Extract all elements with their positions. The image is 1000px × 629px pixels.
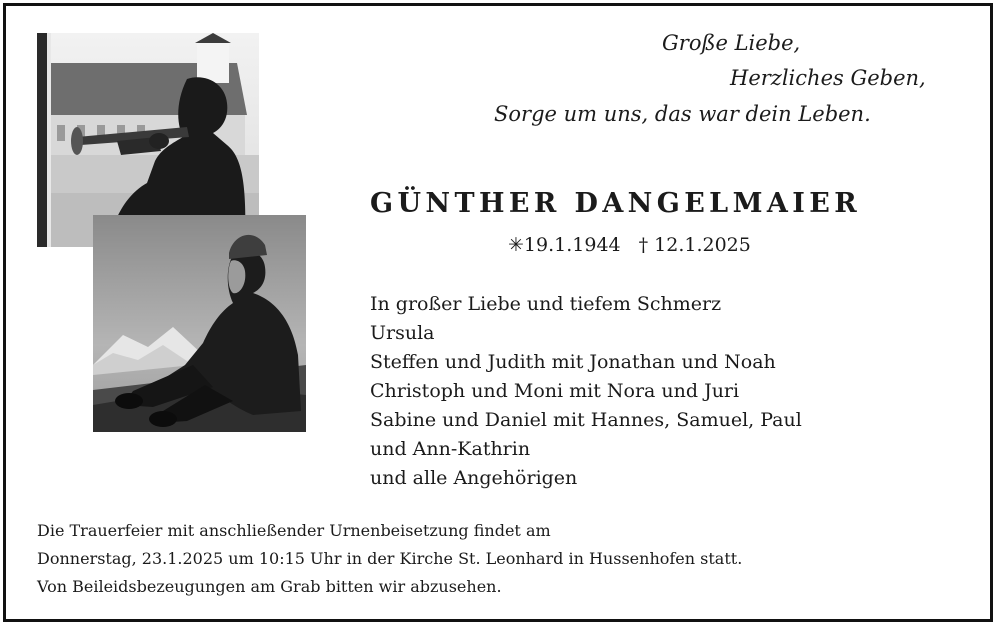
family-line: In großer Liebe und tiefem Schmerz — [370, 293, 722, 315]
service-line: Die Trauerfeier mit anschließender Urnenbeisetzung findet am — [37, 521, 551, 540]
family-line: und alle Angehörigen — [370, 467, 578, 489]
funeral-service-info — [37, 517, 742, 601]
death-date: † 12.1.2025 — [638, 234, 751, 256]
deceased-name: GÜNTHER DANGELMAIER — [370, 188, 862, 219]
photo-mountain-man — [93, 215, 306, 432]
life-dates — [508, 234, 751, 256]
family-line: Christoph und Moni mit Nora und Juri — [370, 380, 740, 402]
family-line: Steffen und Judith mit Jonathan und Noah — [370, 351, 776, 373]
family-list — [370, 290, 802, 493]
family-line: und Ann-Kathrin — [370, 438, 531, 460]
poem-line-1: Große Liebe, — [662, 31, 801, 55]
service-line: Donnerstag, 23.1.2025 um 10:15 Uhr in der Kirche St. Leonhard in Hussenhofen statt. — [37, 549, 743, 568]
poem-line-2: Herzliches Geben, — [730, 66, 926, 90]
poem-line-3: Sorge um uns, das war dein Leben. — [494, 102, 871, 126]
service-line: Von Beileidsbezeugungen am Grab bitten wir abzusehen. — [37, 577, 502, 596]
birth-date: ✳19.1.1944 — [508, 234, 621, 256]
family-line: Sabine und Daniel mit Hannes, Samuel, Paul — [370, 409, 802, 431]
family-line: Ursula — [370, 322, 435, 344]
